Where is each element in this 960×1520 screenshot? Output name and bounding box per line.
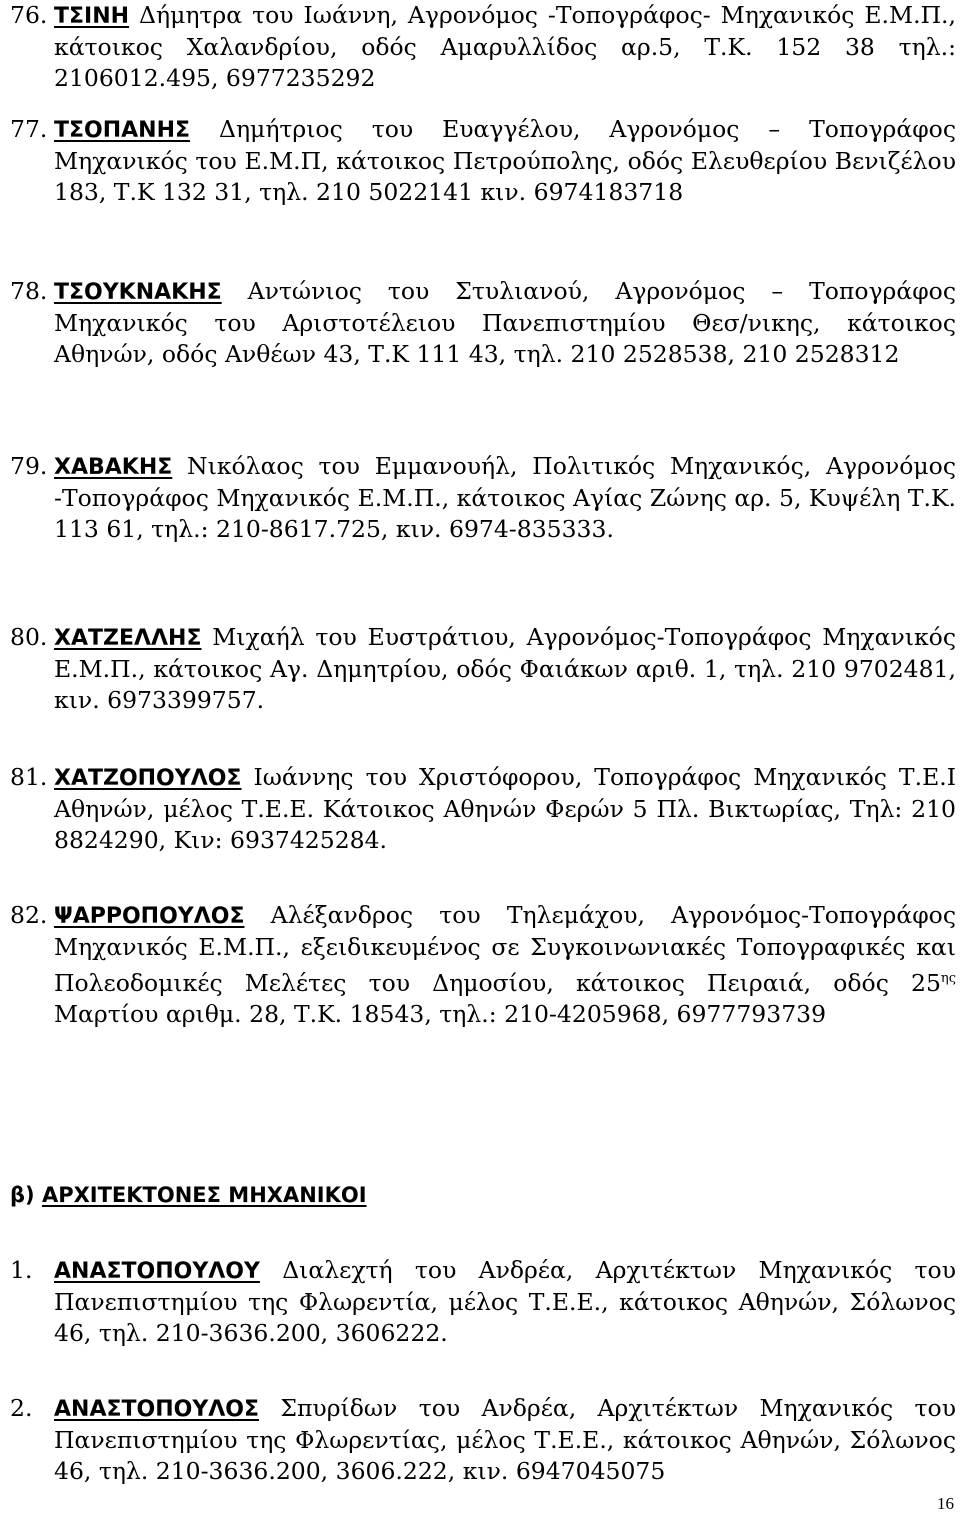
entry-text: Νικόλαος του Εμμανουήλ, Πολιτικός Μηχανικός, Αγρονόμος -Τοπογράφος Μηχανικός Ε.Μ.Π., κάτοικος Αγίας Ζώνης αρ. 5, Κυψέλη Τ.Κ. 113 61, τηλ.: 210-8617.725, κιν. 6974-835333. xyxy=(54,452,956,543)
entry-number: 79. xyxy=(10,452,48,480)
entry-name: ΧΑΤΖΕΛΛΗΣ xyxy=(54,626,202,651)
entry-text: Δήμητρα του Ιωάννη, Αγρονόμος -Τοπογράφος- Μηχανικός Ε.Μ.Π., κάτοικος Χαλανδρίου, οδός Αμαρυλλίδος αρ.5, Τ.Κ. 152 38 τηλ.: 2106012.495, 6977235292 xyxy=(54,1,956,92)
list-item xyxy=(10,1255,956,1349)
entry-name: ΤΣΟΠΑΝΗΣ xyxy=(54,118,191,143)
entry-name: ΤΣΟΥΚΝΑΚΗΣ xyxy=(54,280,222,305)
entry-name: ΑΝΑΣΤΟΠΟΥΛΟΥ xyxy=(54,1259,260,1284)
list-item xyxy=(10,622,956,716)
page-number: 16 xyxy=(937,1494,954,1513)
entry-name: ΧΑΒΑΚΗΣ xyxy=(54,455,173,480)
section-prefix: β) xyxy=(10,1183,35,1207)
entry-name: ΑΝΑΣΤΟΠΟΥΛΟΣ xyxy=(54,1397,260,1422)
entry-number: 2. xyxy=(10,1394,33,1422)
list-item xyxy=(10,0,956,94)
list-item xyxy=(10,114,956,208)
entry-number: 80. xyxy=(10,623,48,651)
section-heading xyxy=(10,1180,367,1210)
entry-text: Σπυρίδων του Ανδρέα, Αρχιτέκτων Μηχανικός του Πανεπιστημίου της Φλωρεντίας, μέλος Τ.Ε.Ε., κάτοικος Αθηνών, Σόλωνος 46, τηλ. 210-3636.200, 3606.222, κιν. 6947045075 xyxy=(54,1394,956,1485)
list-item xyxy=(10,762,956,856)
entry-text: Αλέξανδρος του Τηλεμάχου, Αγρονόμος-Τοπογράφος Μηχανικός Ε.Μ.Π., εξειδικευμένος σε Συγκοινωνιακές Τοπογραφικές και Πολεοδομικές Μελέτες του Δημοσίου, κάτοικος Πειραιά, οδός 25 xyxy=(54,901,956,997)
entry-text: Ιωάννης του Χριστόφορου, Τοπογράφος Μηχανικός Τ.Ε.Ι Αθηνών, μέλος Τ.Ε.Ε. Κάτοικος Αθηνών Φερών 5 Πλ. Βικτωρίας, Τηλ: 210 8824290, Κιν: 6937425284. xyxy=(54,763,956,854)
entry-text: Διαλεχτή του Ανδρέα, Αρχιτέκτων Μηχανικός του Πανεπιστημίου της Φλωρεντία, μέλος Τ.Ε.Ε., κάτοικος Αθηνών, Σόλωνος 46, τηλ. 210-3636.200, 3606222. xyxy=(54,1256,956,1347)
list-item xyxy=(10,451,956,545)
entry-number: 78. xyxy=(10,277,48,305)
entry-number: 81. xyxy=(10,763,48,791)
list-item xyxy=(10,900,956,1030)
entry-text: Μιχαήλ του Ευστράτιου, Αγρονόμος-Τοπογράφος Μηχανικός Ε.Μ.Π., κάτοικος Αγ. Δημητρίου, οδός Φαιάκων αριθ. 1, τηλ. 210 9702481, κιν. 6973399757. xyxy=(54,623,956,714)
list-item xyxy=(10,276,956,370)
superscript-suffix: ης xyxy=(940,971,956,986)
entry-number: 82. xyxy=(10,901,48,929)
entry-text: Δημήτριος του Ευαγγέλου, Αγρονόμος – Τοπογράφος Μηχανικός του Ε.Μ.Π, κάτοικος Πετρούπολης, οδός Ελευθερίου Βενιζέλου 183, Τ.Κ 132 31, τηλ. 210 5022141 κιν. 6974183718 xyxy=(54,115,956,206)
entry-name: ΨΑΡΡΟΠΟΥΛΟΣ xyxy=(54,904,245,929)
entry-name: ΧΑΤΖΟΠΟΥΛΟΣ xyxy=(54,766,242,791)
list-item xyxy=(10,1393,956,1487)
section-title: ΑΡΧΙΤΕΚΤΟΝΕΣ ΜΗΧΑΝΙΚΟΙ xyxy=(41,1183,367,1207)
entry-name: ΤΣΙΝΗ xyxy=(54,4,130,29)
entry-number: 1. xyxy=(10,1256,33,1284)
entry-text: Αντώνιος του Στυλιανού, Αγρονόμος – Τοπογράφος Μηχανικός του Αριστοτέλειου Πανεπιστημίου Θεσ/νικης, κάτοικος Αθηνών, οδός Ανθέων 43, Τ.Κ 111 43, τηλ. 210 2528538, 210 2528312 xyxy=(54,277,956,368)
entry-number: 77. xyxy=(10,115,48,143)
entry-number: 76. xyxy=(10,1,48,29)
entry-text-after: Μαρτίου αριθμ. 28, Τ.Κ. 18543, τηλ.: 210-4205968, 6977793739 xyxy=(54,1000,827,1028)
